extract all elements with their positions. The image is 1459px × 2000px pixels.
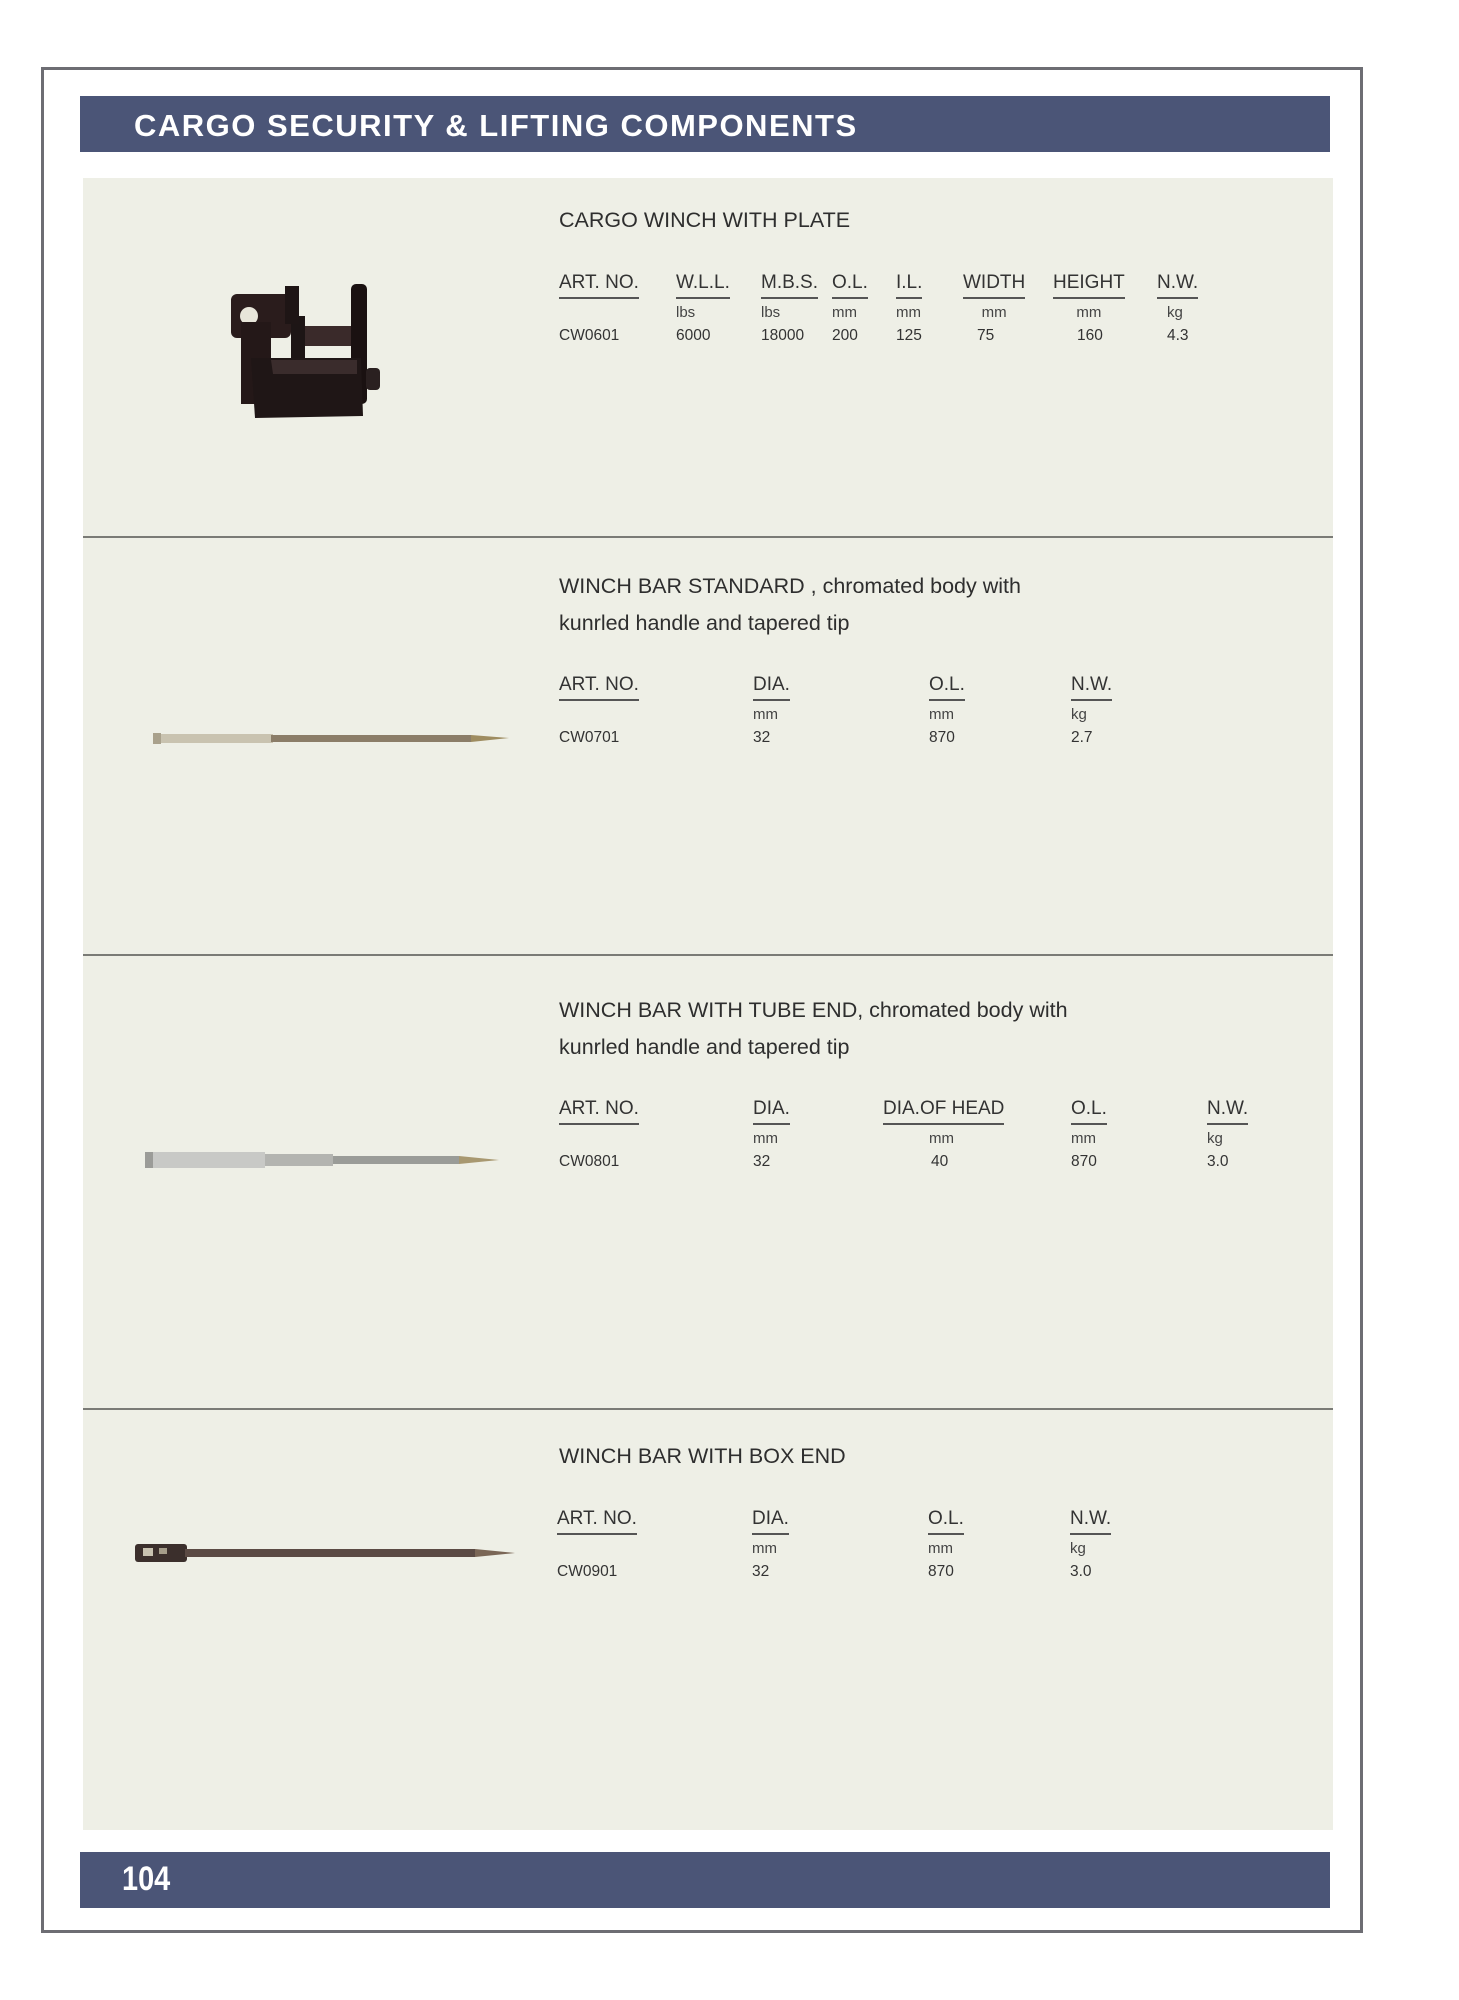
winch-bar-standard-image xyxy=(151,728,521,748)
spec-col-ol: O.L. mm 870 xyxy=(929,674,965,746)
spec-col-il: I.L. mm 125 xyxy=(896,272,923,344)
product-title: WINCH BAR STANDARD , chromated body with kunrled handle and tapered tip xyxy=(559,574,1021,635)
spec-col-nw: N.W. kg 3.0 xyxy=(1207,1098,1249,1170)
page-footer xyxy=(80,1852,1330,1908)
page-number: 104 xyxy=(122,1860,171,1898)
product-cargo-winch xyxy=(83,178,1333,538)
spec-col-ol: O.L. mm 870 xyxy=(1071,1098,1107,1170)
spec-col-height: HEIGHT mm 160 xyxy=(1053,272,1125,344)
section-header xyxy=(80,96,1330,152)
product-winch-bar-tube-end xyxy=(83,956,1333,1408)
cargo-winch-image xyxy=(211,278,411,438)
product-title: WINCH BAR WITH TUBE END, chromated body with kunrled handle and tapered tip xyxy=(559,998,1068,1059)
catalog-content xyxy=(83,178,1333,1830)
spec-col-mbs: M.B.S. lbs 18000 xyxy=(761,272,819,344)
spec-col-art-no: ART. NO. CW0601 xyxy=(559,272,639,344)
spec-col-dia: DIA. mm 32 xyxy=(753,674,790,746)
winch-bar-tube-end-image xyxy=(143,1148,513,1172)
spec-col-dia-of-head: DIA.OF HEAD mm 40 xyxy=(883,1098,1005,1170)
spec-col-nw: N.W. kg 3.0 xyxy=(1070,1508,1112,1580)
spec-col-dia: DIA. mm 32 xyxy=(752,1508,789,1580)
spec-col-nw: N.W. kg 2.7 xyxy=(1071,674,1113,746)
product-winch-bar-standard xyxy=(83,538,1333,956)
spec-col-art-no: ART. NO. CW0701 xyxy=(559,674,639,746)
spec-col-art-no: ART. NO. CW0801 xyxy=(559,1098,639,1170)
spec-col-wll: W.L.L. lbs 6000 xyxy=(676,272,730,344)
page-title: CARGO SECURITY & LIFTING COMPONENTS xyxy=(134,108,858,143)
product-title: WINCH BAR WITH BOX END xyxy=(559,1444,846,1468)
winch-bar-box-end-image xyxy=(131,1538,521,1568)
spec-col-art-no: ART. NO. CW0901 xyxy=(557,1508,637,1580)
product-title: CARGO WINCH WITH PLATE xyxy=(559,208,851,232)
spec-col-ol: O.L. mm 200 xyxy=(832,272,868,344)
spec-col-ol: O.L. mm 870 xyxy=(928,1508,964,1580)
spec-col-width: WIDTH mm 75 xyxy=(963,272,1026,344)
spec-col-nw: N.W. kg 4.3 xyxy=(1157,272,1199,344)
spec-col-dia: DIA. mm 32 xyxy=(753,1098,790,1170)
product-winch-bar-box-end xyxy=(83,1410,1333,1830)
